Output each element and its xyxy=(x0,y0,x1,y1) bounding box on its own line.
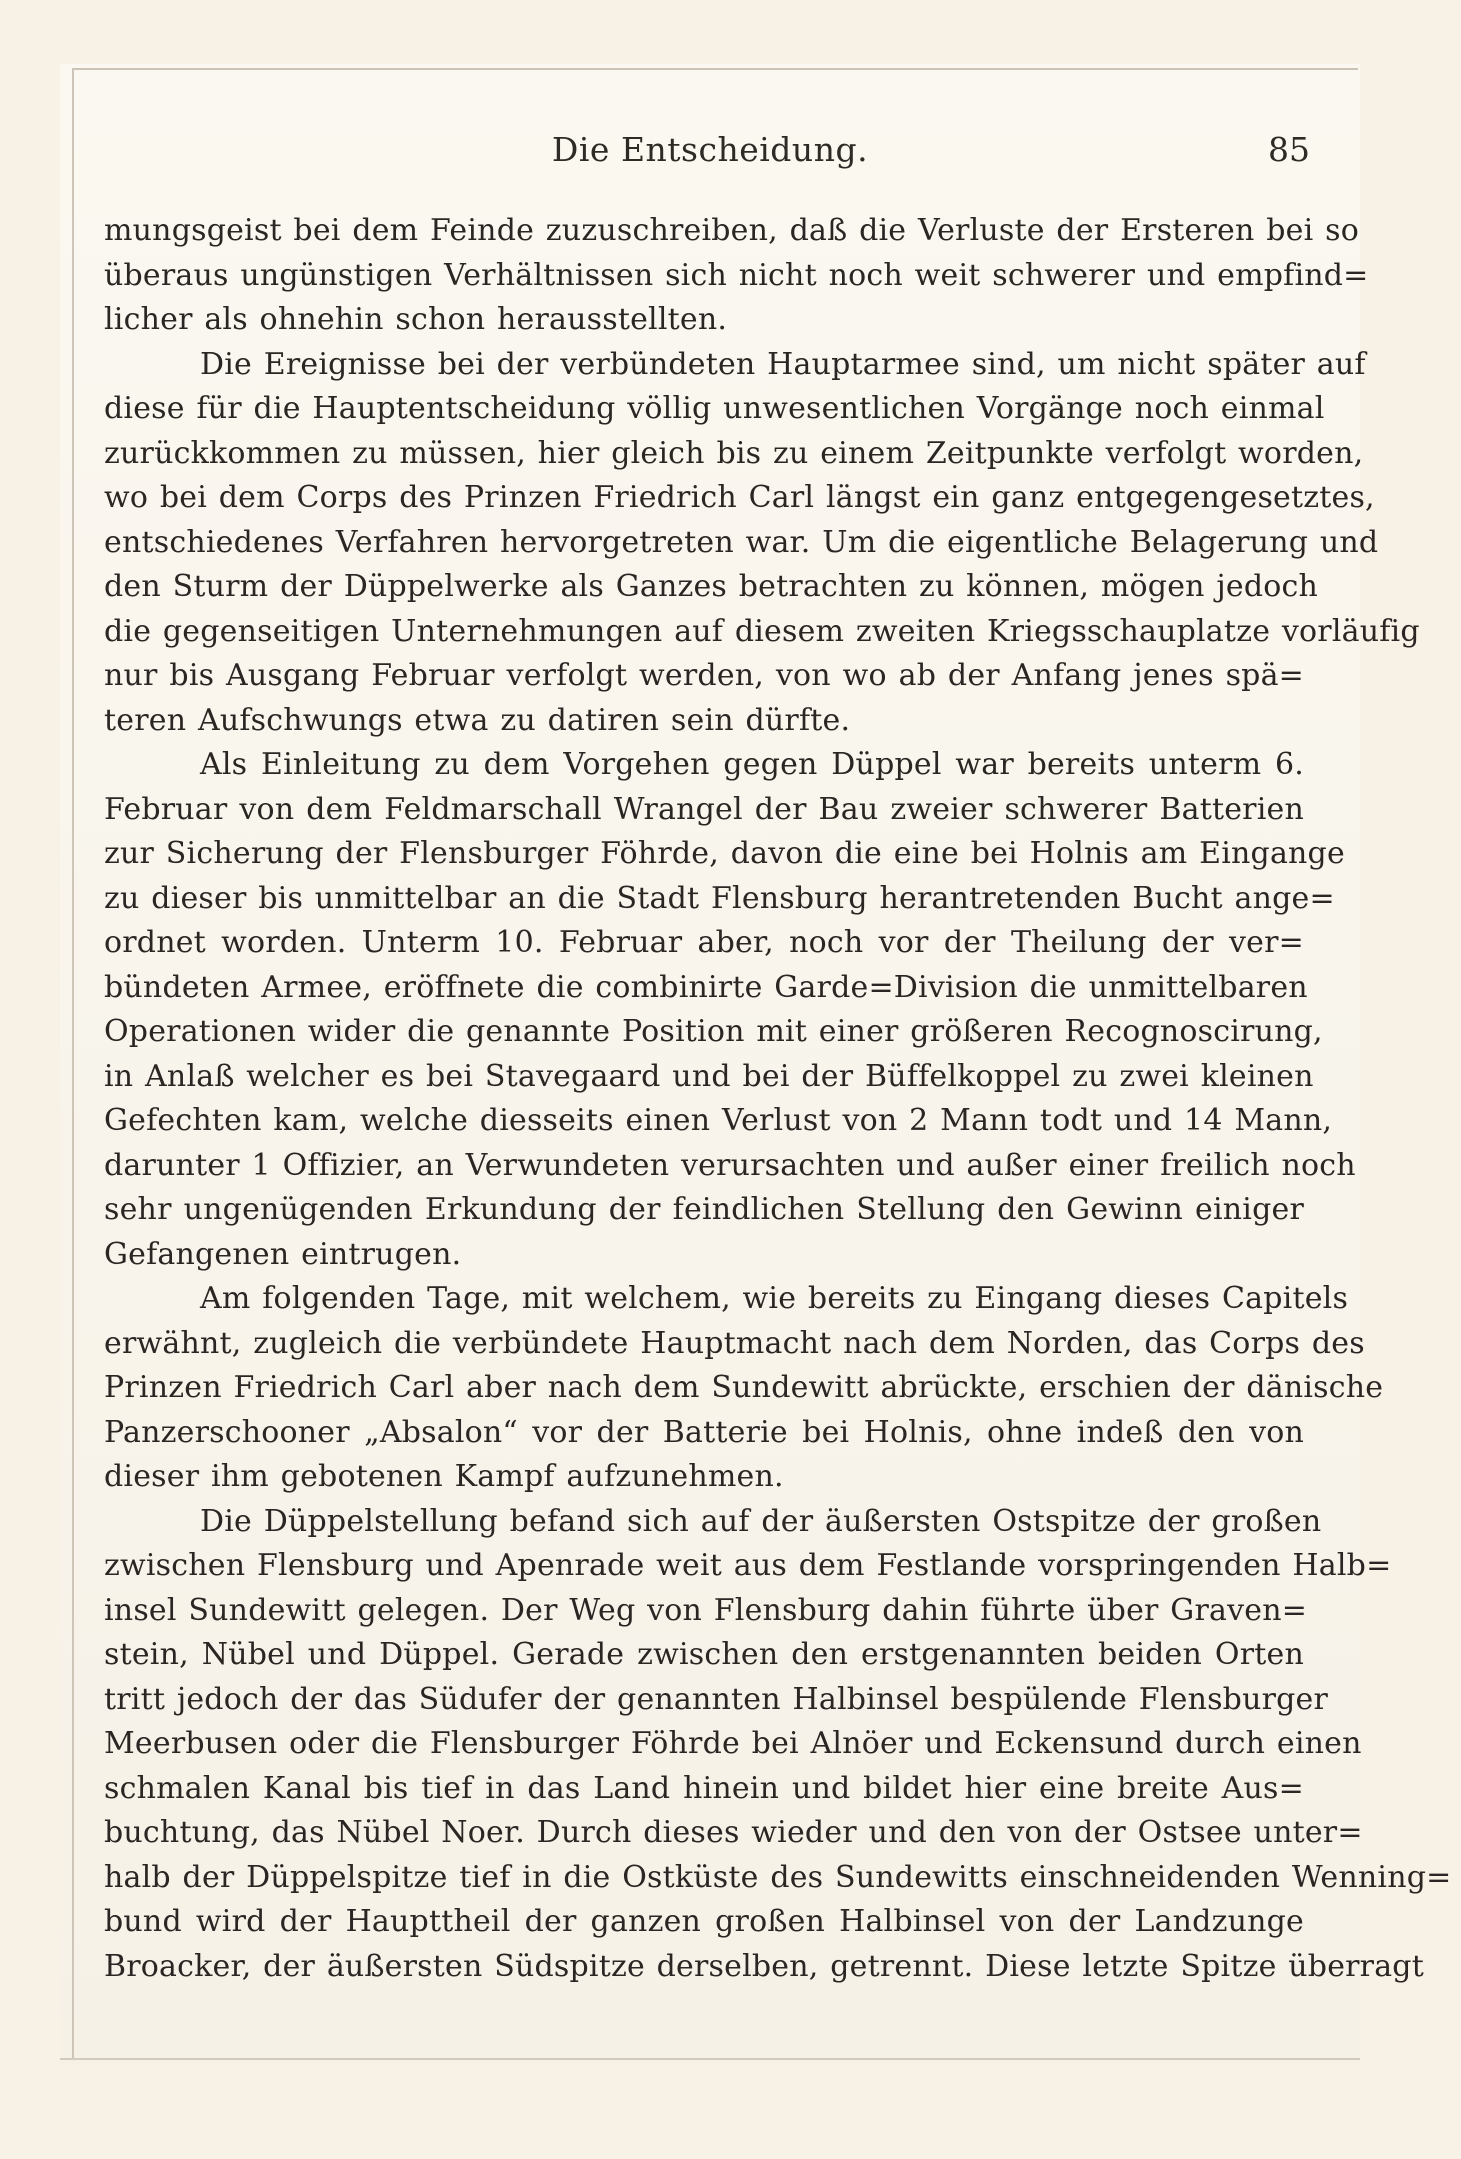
body-line: Broacker, der äußersten Südspitze derselben, getrennt. Diese letzte Spitze überragt xyxy=(104,1948,1424,1984)
running-head-title: Die Entscheidung. xyxy=(551,130,869,169)
body-line: dieser ihm gebotenen Kampf aufzunehmen. xyxy=(104,1459,784,1494)
frame-top-rule xyxy=(72,68,1358,70)
body-line: licher als ohnehin schon herausstellten. xyxy=(104,302,728,337)
body-line: schmalen Kanal bis tief in das Land hinein und bildet hier eine breite Aus= xyxy=(104,1770,1304,1806)
body-line: zu dieser bis unmittelbar an die Stadt Flensburg herantretenden Bucht ange= xyxy=(104,880,1335,916)
body-line: Meerbusen oder die Flensburger Föhrde bei Alnöer und Eckensund durch einen xyxy=(104,1726,1362,1761)
body-line: bündeten Armee, eröffnete die combinirte Garde=Division die unmittelbaren xyxy=(104,969,1308,1005)
body-line: halb der Düppelspitze tief in die Ostküste des Sundewitts einschneidenden Wenning= xyxy=(104,1859,1452,1895)
body-line: Prinzen Friedrich Carl aber nach dem Sundewitt abrückte, erschien der dänische xyxy=(104,1370,1384,1405)
body-line: insel Sundewitt gelegen. Der Weg von Flensburg dahin führte über Graven= xyxy=(104,1592,1308,1628)
body-line: darunter 1 Offizier, an Verwundeten verursachten und außer einer freilich noch xyxy=(104,1147,1356,1183)
body-line: Am folgenden Tage, mit welchem, wie bereits zu Eingang dieses Capitels xyxy=(200,1281,1349,1316)
body-line: die gegenseitigen Unternehmungen auf diesem zweiten Kriegsschauplatze vorläufig xyxy=(104,613,1420,649)
body-line: teren Aufschwungs etwa zu datiren sein dürfte. xyxy=(104,702,851,738)
body-line: bund wird der Haupttheil der ganzen großen Halbinsel von der Landzunge xyxy=(104,1904,1304,1939)
body-line: überaus ungünstigen Verhältnissen sich nicht noch weit schwerer und empfind= xyxy=(104,257,1369,293)
frame-bottom-rule xyxy=(60,2058,1360,2060)
frame-left-rule xyxy=(72,68,74,2058)
body-line: erwähnt, zugleich die verbündete Hauptmacht nach dem Norden, das Corps des xyxy=(104,1325,1365,1361)
body-line: entschiedenes Verfahren hervorgetreten war. Um die eigentliche Belagerung und xyxy=(104,524,1379,560)
body-line: diese für die Hauptentscheidung völlig unwesentlichen Vorgänge noch einmal xyxy=(104,391,1325,426)
body-line: mungsgeist bei dem Feinde zuzuschreiben, daß die Verluste der Ersteren bei so xyxy=(104,213,1360,248)
body-line: den Sturm der Düppelwerke als Ganzes betrachten zu können, mögen jedoch xyxy=(104,569,1319,604)
body-line: tritt jedoch der das Südufer der genannten Halbinsel bespülende Flensburger xyxy=(104,1681,1329,1717)
body-line: stein, Nübel und Düppel. Gerade zwischen den erstgenannten beiden Orten xyxy=(104,1637,1304,1672)
body-line: zur Sicherung der Flensburger Föhrde, davon die eine bei Holnis am Eingange xyxy=(104,836,1345,871)
body-line: in Anlaß welcher es bei Stavegaard und bei der Büffelkoppel zu zwei kleinen xyxy=(104,1058,1314,1094)
body-line: Panzerschooner „Absalon“ vor der Batterie bei Holnis, ohne indeß den von xyxy=(104,1414,1304,1450)
body-line: ordnet worden. Unterm 10. Februar aber, noch vor der Theilung der ver= xyxy=(104,925,1304,960)
body-line: zurückkommen zu müssen, hier gleich bis zu einem Zeitpunkte verfolgt worden, xyxy=(104,435,1364,471)
body-line: buchtung, das Nübel Noer. Durch dieses wieder und den von der Ostsee unter= xyxy=(104,1815,1363,1850)
body-line: Als Einleitung zu dem Vorgehen gegen Düppel war bereits unterm 6. xyxy=(200,747,1304,782)
body-line: zwischen Flensburg und Apenrade weit aus dem Festlande vorspringenden Halb= xyxy=(104,1548,1392,1583)
body-text xyxy=(104,209,1452,1989)
body-line: Gefechten kam, welche diesseits einen Verlust von 2 Mann todt und 14 Mann, xyxy=(104,1103,1333,1138)
body-line: Operationen wider die genannte Position mit einer größeren Recognoscirung, xyxy=(104,1014,1323,1049)
body-line: wo bei dem Corps des Prinzen Friedrich Carl längst ein ganz entgegengesetztes, xyxy=(104,480,1375,515)
body-line: Gefangenen eintrugen. xyxy=(104,1236,462,1272)
page-number: 85 xyxy=(1268,130,1310,169)
body-line: sehr ungenügenden Erkundung der feindlichen Stellung den Gewinn einiger xyxy=(104,1192,1304,1227)
body-line: Februar von dem Feldmarschall Wrangel der Bau zweier schwerer Batterien xyxy=(104,791,1304,827)
body-line: Die Ereignisse bei der verbündeten Hauptarmee sind, um nicht später auf xyxy=(200,346,1366,382)
body-line: nur bis Ausgang Februar verfolgt werden, von wo ab der Anfang jenes spä= xyxy=(104,658,1304,693)
body-line: Die Düppelstellung befand sich auf der äußersten Ostspitze der großen xyxy=(200,1503,1322,1539)
running-header xyxy=(110,128,1310,172)
